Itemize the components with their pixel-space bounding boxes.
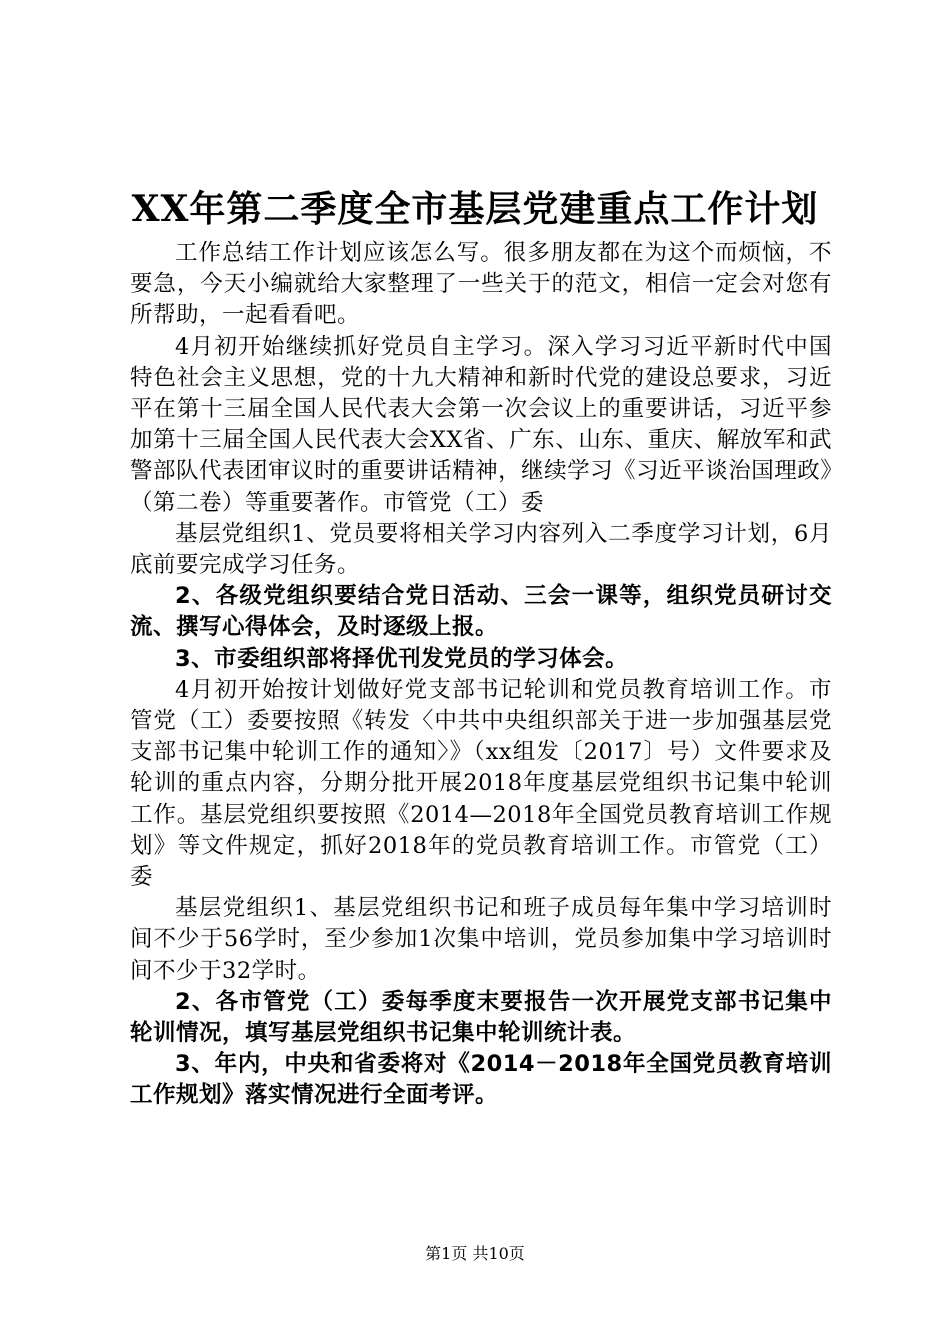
paragraph-study-item-3: 3、市委组织部将择优刊发党员的学习体会。 [175, 645, 629, 672]
paragraph-training-plan: 4月初开始按计划做好党支部书记轮训和党员教育培训工作。市管党（工）委要按照《转发〈中共中央组织部关于进一步加强基层党支部书记集中轮训工作的通知〉》（xx组发〔2017〕号）文件要求及轮训的重点内容，分期分批开展2018年度基层党组织书记集中轮训工作。基层党组织要按照《2014—2018年全国党员教育培训工作规划》等文件规定，抓好2018年的党员教育培训工作。市管党（工）委 [130, 676, 832, 891]
document-body [130, 238, 832, 1112]
paragraph-study-item-1: 基层党组织1、党员要将相关学习内容列入二季度学习计划，6月底前要完成学习任务。 [130, 520, 832, 579]
page-number-footer: 第1页 共10页 [425, 1244, 525, 1263]
paragraph-training-item-2: 2、各市管党（工）委每季度末要报告一次开展党支部书记集中轮训情况，填写基层党组织书记集中轮训统计表。 [130, 988, 832, 1047]
paragraph-training-item-3: 3、年内，中央和省委将对《2014－2018年全国党员教育培训工作规划》落实情况进行全面考评。 [130, 1051, 832, 1109]
paragraph-study-plan: 4月初开始继续抓好党员自主学习。深入学习习近平新时代中国特色社会主义思想，党的十九大精神和新时代党的建设总要求，习近平在第十三届全国人民代表大会第一次会议上的重要讲话，习近平参加第十三届全国人民代表大会XX省、广东、山东、重庆、解放军和武警部队代表团审议时的重要讲话精神，继续学习《习近平谈治国理政》（第二卷）等重要著作。市管党（工）委 [130, 333, 832, 516]
document-title: XX年第二季度全市基层党建重点工作计划 [131, 188, 819, 230]
paragraph-study-item-2: 2、各级党组织要结合党日活动、三会一课等，组织党员研讨交流、撰写心得体会，及时逐级上报。 [130, 583, 832, 641]
paragraph-intro: 工作总结工作计划应该怎么写。很多朋友都在为这个而烦恼，不要急，今天小编就给大家整理了一些关于的范文，相信一定会对您有所帮助，一起看看吧。 [130, 240, 832, 329]
paragraph-training-item-1: 基层党组织1、基层党组织书记和班子成员每年集中学习培训时间不少于56学时，至少参加1次集中培训，党员参加集中学习培训时间不少于32学时。 [130, 895, 832, 984]
